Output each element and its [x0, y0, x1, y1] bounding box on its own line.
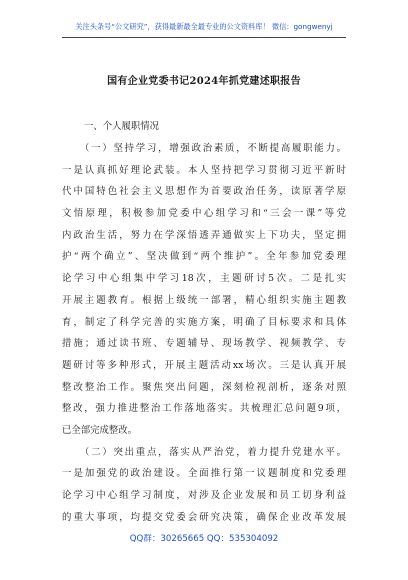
- paragraph-line: 的重大事项，均提交党委会研究决策，确保企业改革发展: [62, 511, 346, 523]
- paragraph-line: 论学习中心组学习制度，对涉及企业发展和员工切身利益: [62, 490, 346, 501]
- paragraph-line: 题研讨等多种形式，开展主题活动xx场次。三是认真开展: [62, 359, 346, 371]
- paragraph-line: 内政治生活，努力在学深悟透弄通做实上下功夫，坚定拥: [62, 229, 346, 241]
- paragraph-line: 开展主题教育。根据上级统一部署，精心组织实施主题教: [62, 294, 346, 306]
- paragraph-line: 代中国特色社会主义思想作为首要政治任务，读原著学原: [62, 186, 346, 198]
- header-divider: [62, 37, 346, 38]
- section-heading: 一、个人履职情况: [84, 121, 160, 132]
- paragraph-line: 一是认真抓好理论武装。本人坚持把学习贯彻习近平新时: [62, 164, 346, 176]
- document-body: [62, 138, 346, 528]
- paragraph-line: （一）坚持学习，增强政治素质，不断提高履职能力。: [80, 143, 346, 154]
- paragraph-line: 护“两个确立”、坚决做到“两个维护”。全年参加党委理: [62, 251, 346, 263]
- paragraph-line: （二）突出重点，落实从严治党，着力提升党建水平。: [80, 446, 346, 458]
- paragraph-line: 一是加强党的政治建设。全面推行第一议题制度和党委理: [62, 468, 346, 480]
- footer-note: QQ群：30265665 QQ：535304092: [129, 534, 279, 544]
- paragraph-line: 措施；通过读书班、专题辅导、现场教学、视频教学、专: [62, 338, 346, 350]
- paragraph-line: 论学习中心组集中学习18次，主题研讨5次。二是扎实: [62, 273, 346, 285]
- paragraph-line: 整改，强力推进整治工作落地落实。共梳理汇总问题9项，: [62, 403, 346, 415]
- header-note: 关注头条号“公文研究”，获得最新最全最专业的公文资料库！ 微信：gongwenyj: [75, 22, 333, 31]
- paragraph-line: 育，制定了科学完善的实施方案，明确了目标要求和具体: [62, 316, 346, 328]
- paragraph-line: 文悟原理，积极参加党委中心组学习和“三会一课”等党: [62, 208, 346, 220]
- paragraph-line: 已全部完成整改。: [62, 424, 138, 436]
- document-title: 国有企业党委书记2024年抓党建述职报告: [107, 76, 301, 87]
- paragraph-line: 整改整治工作。聚焦突出问题，深刻检视剖析，逐条对照: [62, 381, 346, 393]
